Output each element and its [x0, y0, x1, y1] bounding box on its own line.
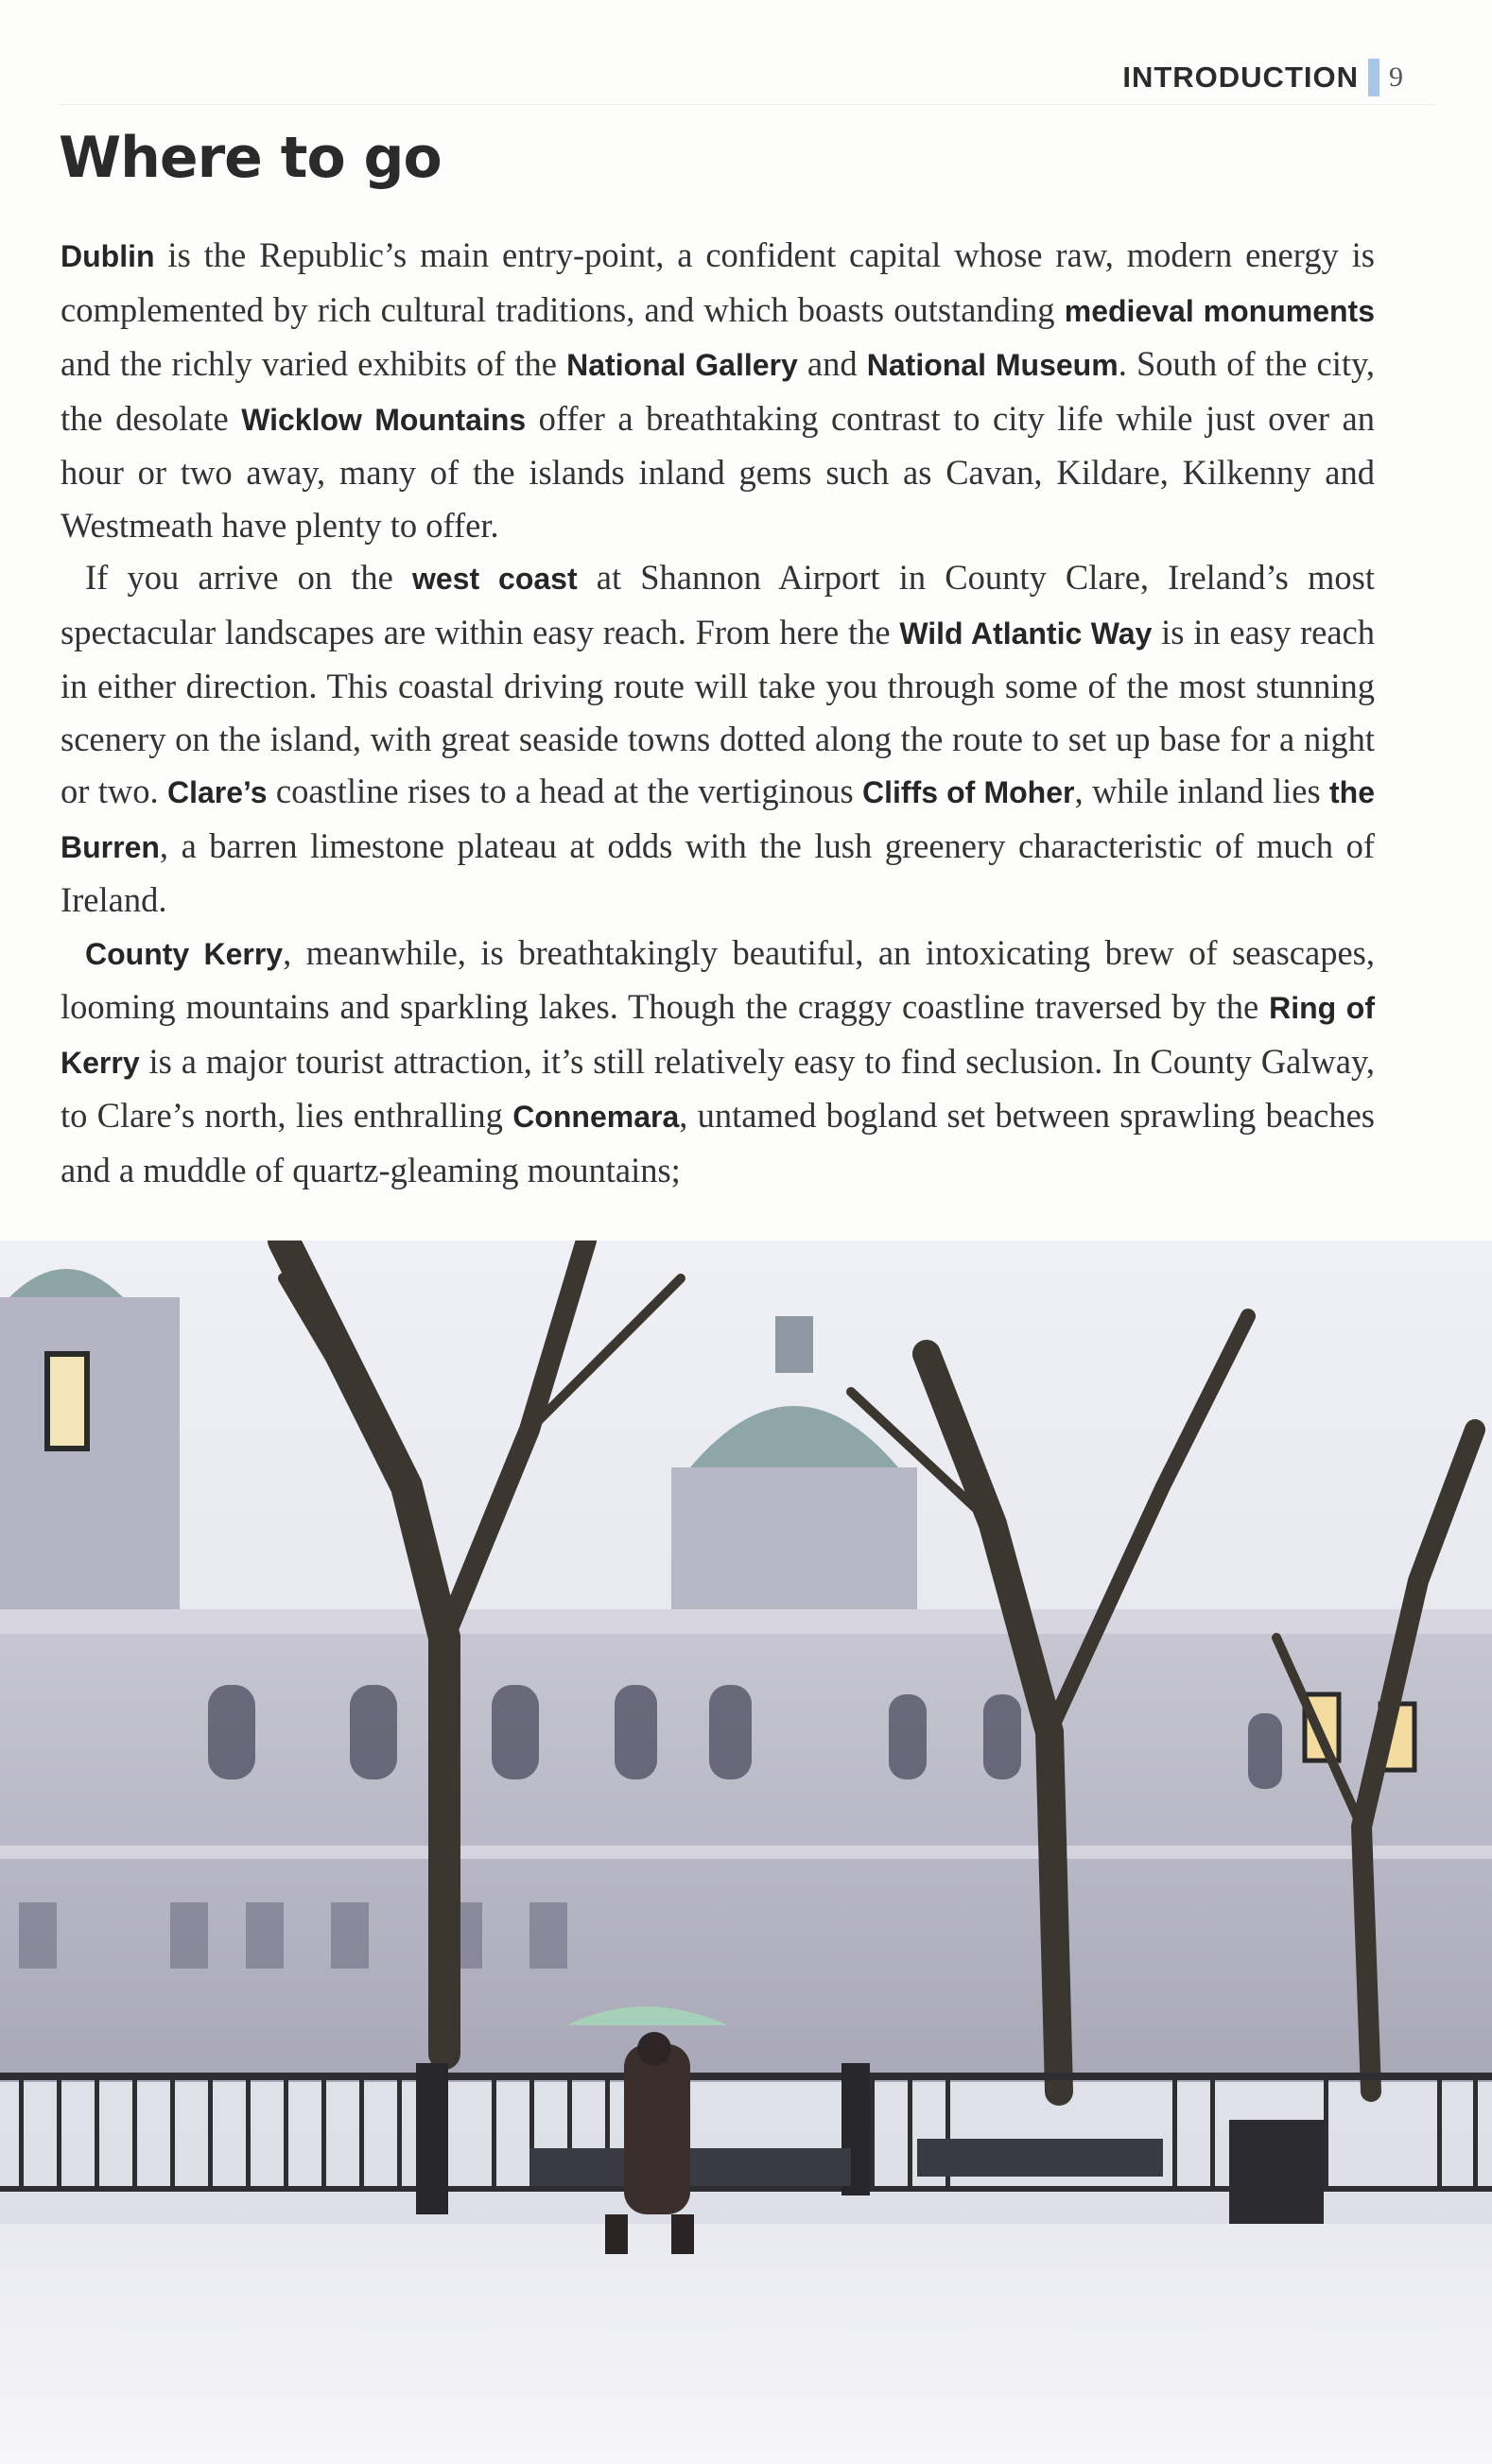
page-number: 9: [1389, 61, 1403, 93]
body-paragraph: [61, 229, 1375, 551]
highlighted-place-name: National Gallery: [566, 348, 798, 382]
highlighted-place-name: Clare’s: [167, 775, 268, 809]
highlighted-place-name: Dublin: [61, 239, 155, 273]
paragraph-text: and the richly varied exhibits of the: [61, 344, 567, 383]
photo-illustration: [0, 1241, 1492, 2464]
highlighted-place-name: Connemara: [512, 1100, 680, 1134]
highlighted-place-name: the Burren: [61, 775, 1376, 864]
paragraph-text: , meanwhile, is breathtakingly beautiful, an intoxicating brew of seascapes, looming mountains and sparkling lakes. Though the craggy coastline traversed by the: [61, 932, 1375, 1026]
highlighted-place-name: National Museum: [866, 348, 1119, 382]
paragraph-text: , while inland lies: [1074, 772, 1330, 810]
paragraph-text: is the Republic’s main entry-point, a confident capital whose raw, modern energy is complemented by rich cultural traditions, and which boasts outstanding: [61, 235, 1375, 329]
highlighted-place-name: County Kerry: [85, 936, 284, 971]
paragraph-text: If you arrive on the: [85, 558, 412, 597]
body-paragraph: [61, 551, 1375, 927]
highlighted-place-name: west coast: [411, 562, 578, 596]
page-title: Where to go: [59, 125, 442, 191]
paragraph-text: . South of the city, the desolate: [61, 344, 1376, 438]
running-header: [1122, 59, 1403, 96]
body-paragraph: [61, 927, 1375, 1197]
paragraph-text: is a major tourist attraction, it’s still relatively easy to find seclusion. In County Galway, to Clare’s north, lies enthralling: [61, 1041, 1375, 1135]
highlighted-place-name: Ring of Kerry: [61, 991, 1375, 1080]
paragraph-text: at Shannon Airport in County Clare, Ireland’s most spectacular landscapes are within easy reach. From here the: [61, 558, 1375, 651]
paragraph-text: coastline rises to a head at the vertiginous: [267, 772, 863, 810]
highlighted-place-name: Wicklow Mountains: [241, 402, 527, 437]
paragraph-text: and: [797, 344, 867, 383]
paragraph-text: , a barren limestone plateau at odds with the lush greenery characteristic of much of Ireland.: [61, 825, 1375, 919]
highlighted-place-name: medieval monuments: [1064, 293, 1375, 328]
highlighted-place-name: Cliffs of Moher: [862, 775, 1075, 809]
section-title: INTRODUCTION: [1122, 61, 1359, 94]
city-hall-winter-photo: [0, 1241, 1492, 2464]
header-rule: [57, 104, 1435, 105]
header-accent-bar: [1368, 59, 1379, 96]
body-text: [61, 229, 1375, 1196]
highlighted-place-name: Wild Atlantic Way: [899, 616, 1153, 651]
paragraph-text: offer a breathtaking contrast to city life while just over an hour or two away, many of the islands inland gems such as Cavan, Kildare, Kilkenny and Westmeath have plenty to offer.: [61, 398, 1375, 545]
paragraph-text: is in easy reach in either direction. This coastal driving route will take you through some of the most stunning scenery on the island, with great seaside towns dotted along the route to set up base for a night or two.: [61, 612, 1376, 810]
paragraph-text: , untamed bogland set between sprawling beaches and a muddle of quartz-gleaming mountains;: [61, 1096, 1375, 1189]
